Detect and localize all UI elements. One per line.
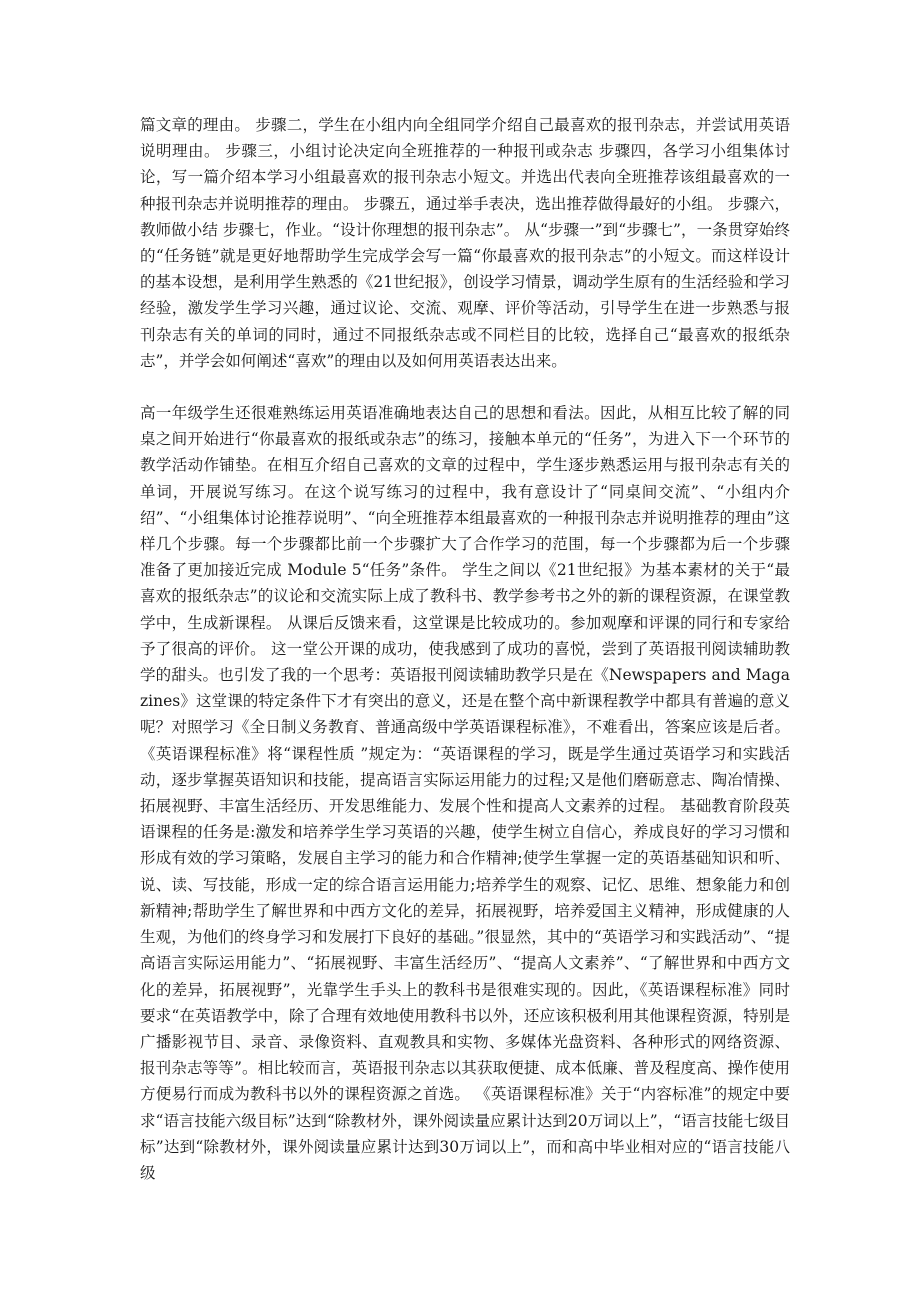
document-body — [140, 112, 790, 1186]
paragraph-2: 高一年级学生还很难熟练运用英语准确地表达自己的思想和看法。因此，从相互比较了解的同桌之间开始进行“你最喜欢的报纸或杂志”的练习，接触本单元的“任务”，为进入下一个环节的教学活动作铺垫。在相互介绍自己喜欢的文章的过程中，学生逐步熟悉运用与报刊杂志有关的单词，开展说写练习。在这个说写练习的过程中，我有意设计了“同桌间交流”、“小组内介绍”、“小组集体讨论推荐说明”、“向全班推荐本组最喜欢的一种报刊杂志并说明推荐的理由”这样几个步骤。每一个步骤都比前一个步骤扩大了合作学习的范围，每一个步骤都为后一个步骤准备了更加接近完成 Module 5“任务”条件。 学生之间以《21世纪报》为基本素材的关于“最喜欢的报纸杂志”的议论和交流实际上成了教科书、教学参考书之外的新的课程资源，在课堂教学中，生成新课程。 从课后反馈来看，这堂课是比较成功的。参加观摩和评课的同行和专家给予了很高的评价。 这一堂公开课的成功，使我感到了成功的喜悦，尝到了英语报刊阅读辅助教学的甜头。也引发了我的一个思考：英语报刊阅读辅助教学只是在《Newspapers and Magazines》这堂课的特定条件下才有突出的意义，还是在整个高中新课程教学中都具有普遍的意义呢？对照学习《全日制义务教育、普通高级中学英语课程标准》，不难看出，答案应该是后者。 《英语课程标准》将“课程性质 ”规定为：“英语课程的学习，既是学生通过英语学习和实践活动，逐步掌握英语知识和技能，提高语言实际运用能力的过程;又是他们磨砺意志、陶冶情操、拓展视野、丰富生活经历、开发思维能力、发展个性和提高人文素养的过程。 基础教育阶段英语课程的任务是:激发和培养学生学习英语的兴趣，使学生树立自信心，养成良好的学习习惯和形成有效的学习策略，发展自主学习的能力和合作精神;使学生掌握一定的英语基础知识和听、说、读、写技能，形成一定的综合语言运用能力;培养学生的观察、记忆、思维、想象能力和创新精神;帮助学生了解世界和中西方文化的差异，拓展视野，培养爱国主义精神，形成健康的人生观，为他们的终身学习和发展打下良好的基础。”很显然，其中的“英语学习和实践活动”、“提高语言实际运用能力”、“拓展视野、丰富生活经历”、“提高人文素养”、“了解世界和中西方文化的差异，拓展视野”，光靠学生手头上的教科书是很难实现的。因此，《英语课程标准》同时要求“在英语教学中，除了合理有效地使用教科书以外，还应该积极利用其他课程资源，特别是广播影视节目、录音、录像资料、直观教具和实物、多媒体光盘资料、各种形式的网络资源、报刊杂志等等”。相比较而言，英语报刊杂志以其获取便捷、成本低廉、普及程度高、操作使用方便易行而成为教科书以外的课程资源之首选。 《英语课程标准》关于“内容标准”的规定中要求“语言技能六级目标”达到“除教材外，课外阅读量应累计达到20万词以上”，“语言技能七级目标”达到“除教材外，课外阅读量应累计达到30万词以上”，而和高中毕业相对应的“语言技能八级 — [140, 404, 790, 1182]
paragraph-1: 篇文章的理由。 步骤二，学生在小组内向全组同学介绍自己最喜欢的报刊杂志，并尝试用英语说明理由。 步骤三，小组讨论决定向全班推荐的一种报刊或杂志 步骤四，各学习小组集体讨论，写一篇介绍本学习小组最喜欢的报刊杂志小短文。并选出代表向全班推荐该组最喜欢的一种报刊杂志并说明推荐的理由。 步骤五，通过举手表决，选出推荐做得最好的小组。 步骤六，教师做小结 步骤七，作业。“设计你理想的报刊杂志”。 从“步骤一”到“步骤七”，一条贯穿始终的“任务链”就是更好地帮助学生完成学会写一篇“你最喜欢的报刊杂志”的小短文。而这样设计的基本设想，是利用学生熟悉的《21世纪报》，创设学习情景，调动学生原有的生活经验和学习经验，激发学生学习兴趣，通过议论、交流、观摩、评价等活动，引导学生在进一步熟悉与报刊杂志有关的单词的同时，通过不同报纸杂志或不同栏目的比较，选择自己“最喜欢的报纸杂志”，并学会如何阐述“喜欢”的理由以及如何用英语表达出来。 — [140, 116, 790, 370]
